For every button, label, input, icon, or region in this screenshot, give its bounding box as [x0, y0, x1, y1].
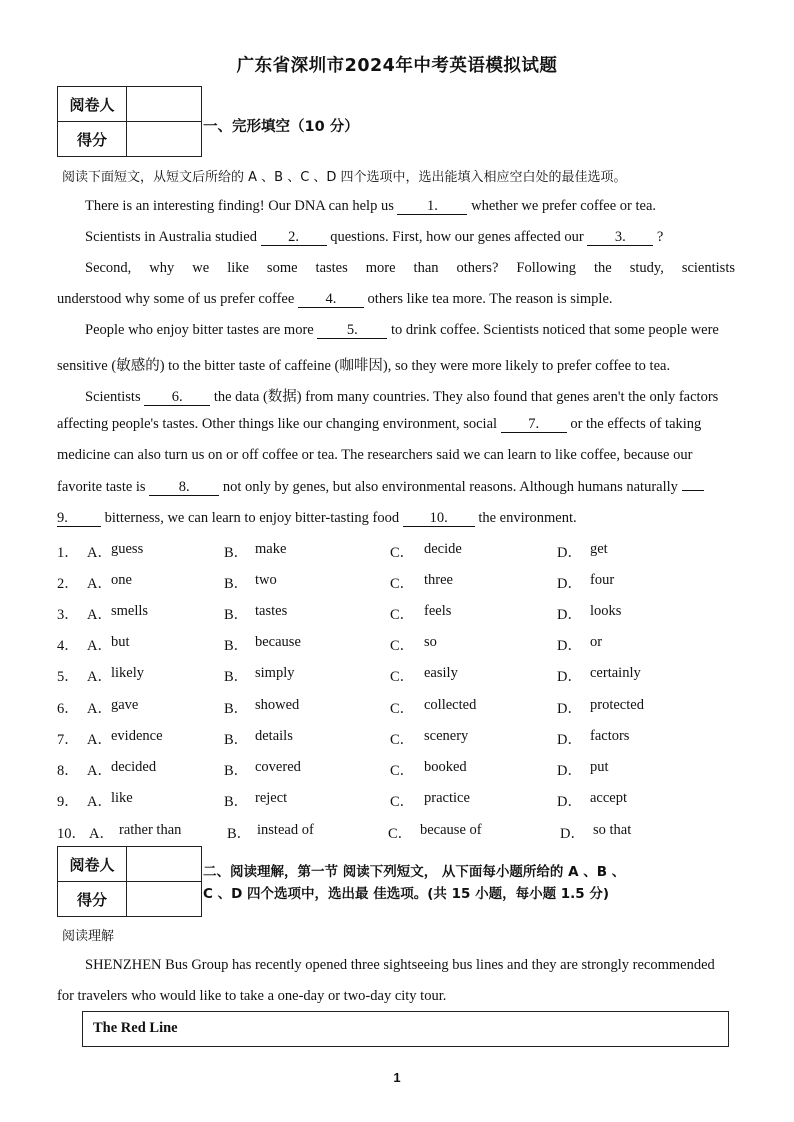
- option-b[interactable]: tastes: [255, 603, 288, 619]
- table-cell-red-line: The Red Line: [93, 1020, 178, 1036]
- option-d[interactable]: protected: [590, 697, 644, 713]
- reviewer-cell: [127, 87, 202, 122]
- passage-line: Scientists in Australia studied 2. questions. First, how our genes affected our 3. ?: [85, 229, 664, 245]
- option-letter-b: B．: [224, 732, 249, 748]
- option-letter-d: D．: [557, 732, 582, 748]
- passage-line: favorite taste is 8. not only by genes, but also environmental reasons. Although humans naturally: [57, 479, 735, 496]
- option-letter-b: B．: [227, 826, 252, 842]
- option-letter-d: D．: [557, 669, 582, 685]
- option-a[interactable]: decided: [111, 759, 157, 775]
- option-letter-a: A．: [89, 826, 114, 842]
- score-label: 得分: [58, 882, 127, 917]
- question-number: 10．: [57, 826, 86, 842]
- option-letter-c: C．: [390, 576, 415, 592]
- option-a[interactable]: guess: [111, 541, 144, 557]
- option-letter-b: B．: [224, 763, 249, 779]
- option-b[interactable]: simply: [255, 665, 295, 681]
- option-d[interactable]: put: [590, 759, 609, 775]
- option-b[interactable]: showed: [255, 697, 300, 713]
- page-title: 广东省深圳市2024年中考英语模拟试题: [236, 56, 558, 76]
- option-a[interactable]: like: [111, 790, 133, 806]
- question-number: 1．: [57, 545, 79, 561]
- option-letter-c: C．: [390, 763, 415, 779]
- option-b[interactable]: reject: [255, 790, 288, 806]
- option-a[interactable]: but: [111, 634, 130, 650]
- option-a[interactable]: rather than: [119, 822, 182, 838]
- option-letter-c: C．: [390, 669, 415, 685]
- question-number: 5．: [57, 669, 79, 685]
- option-c[interactable]: scenery: [424, 728, 469, 744]
- option-letter-a: A．: [87, 607, 112, 623]
- option-letter-d: D．: [557, 576, 582, 592]
- option-a[interactable]: evidence: [111, 728, 163, 744]
- blank-1[interactable]: 1.: [397, 199, 467, 215]
- score-box-section2: [57, 846, 202, 917]
- option-c[interactable]: because of: [420, 822, 482, 838]
- option-d[interactable]: get: [590, 541, 608, 557]
- question-number: 3．: [57, 607, 79, 623]
- option-letter-a: A．: [87, 576, 112, 592]
- reviewer-cell: [127, 847, 202, 882]
- option-b[interactable]: two: [255, 572, 277, 588]
- option-letter-d: D．: [557, 794, 582, 810]
- score-box-section1: [57, 86, 202, 157]
- option-letter-a: A．: [87, 732, 112, 748]
- option-a[interactable]: one: [111, 572, 132, 588]
- blank-10[interactable]: 10.: [403, 511, 475, 527]
- option-d[interactable]: certainly: [590, 665, 641, 681]
- option-letter-d: D．: [557, 763, 582, 779]
- option-letter-b: B．: [224, 794, 249, 810]
- option-row: [57, 541, 737, 561]
- option-d[interactable]: accept: [590, 790, 628, 806]
- option-letter-a: A．: [87, 763, 112, 779]
- blank-3[interactable]: 3.: [587, 230, 653, 246]
- score-label: 得分: [58, 122, 127, 157]
- option-b[interactable]: instead of: [257, 822, 314, 838]
- option-letter-c: C．: [390, 638, 415, 654]
- option-c[interactable]: booked: [424, 759, 467, 775]
- passage-line: Scientists 6. the data (数据) from many countries. They also found that genes aren't the only factors: [85, 389, 719, 405]
- option-letter-a: A．: [87, 669, 112, 685]
- reading-label: 阅读理解: [62, 929, 115, 944]
- reading-paragraph-line: for travelers who would like to take a one-day or two-day city tour.: [57, 988, 447, 1004]
- option-a[interactable]: smells: [111, 603, 149, 619]
- option-letter-a: A．: [87, 794, 112, 810]
- option-b[interactable]: because: [255, 634, 301, 650]
- option-b[interactable]: details: [255, 728, 293, 744]
- option-c[interactable]: three: [424, 572, 453, 588]
- option-letter-b: B．: [224, 638, 249, 654]
- passage-line: sensitive (敏感的) to the bitter taste of caffeine (咖啡因), so they were more likely to prefer coffee to tea.: [57, 358, 671, 374]
- option-row: [57, 697, 737, 717]
- option-letter-b: B．: [224, 545, 249, 561]
- passage-line: People who enjoy bitter tastes are more 5. to drink coffee. Scientists noticed that some people were: [85, 322, 719, 338]
- option-d[interactable]: or: [590, 634, 603, 650]
- option-d[interactable]: so that: [593, 822, 632, 838]
- option-row: [57, 603, 737, 623]
- section1-heading: 一、完形填空（10 分）: [203, 119, 359, 135]
- blank-2[interactable]: 2.: [261, 230, 327, 246]
- option-letter-b: B．: [224, 669, 249, 685]
- question-number: 6．: [57, 701, 79, 717]
- option-row: [57, 634, 737, 654]
- option-letter-c: C．: [390, 701, 415, 717]
- section2-heading-line1: 二、阅读理解，第一节 阅读下列短文， 从下面每小题所给的 A 、B 、: [203, 864, 626, 880]
- section1-instruction: 阅读下面短文，从短文后所给的 A 、B 、C 、D 四个选项中，选出能填入相应空白处的最佳选项。: [62, 170, 627, 185]
- question-number: 8．: [57, 763, 79, 779]
- option-letter-d: D．: [557, 607, 582, 623]
- option-row: [57, 665, 737, 685]
- question-number: 9．: [57, 794, 79, 810]
- blank-8[interactable]: 8.: [149, 480, 219, 496]
- option-letter-d: D．: [560, 826, 585, 842]
- option-c[interactable]: easily: [424, 665, 458, 681]
- option-row: [57, 728, 737, 748]
- option-c[interactable]: collected: [424, 697, 477, 713]
- option-d[interactable]: four: [590, 572, 615, 588]
- option-c[interactable]: practice: [424, 790, 470, 806]
- blank-7[interactable]: 7.: [501, 417, 567, 433]
- option-letter-b: B．: [224, 576, 249, 592]
- page-number: 1: [393, 1070, 401, 1085]
- option-a[interactable]: likely: [111, 665, 145, 681]
- option-letter-c: C．: [390, 732, 415, 748]
- option-letter-d: D．: [557, 701, 582, 717]
- option-letter-d: D．: [557, 545, 582, 561]
- reviewer-label: 阅卷人: [58, 87, 127, 122]
- passage-line: understood why some of us prefer coffee 4. others like tea more. The reason is simple.: [57, 291, 613, 307]
- option-a[interactable]: gave: [111, 697, 139, 713]
- reading-paragraph-line: SHENZHEN Bus Group has recently opened three sightseeing bus lines and they are strongly recommended: [85, 957, 715, 973]
- option-row: [57, 759, 737, 779]
- question-number: 4．: [57, 638, 79, 654]
- option-letter-a: A．: [87, 701, 112, 717]
- option-row: [57, 572, 737, 592]
- passage-line: medicine can also turn us on or off coffee or tea. The researchers said we can learn to like coffee, because our: [57, 447, 693, 463]
- option-letter-c: C．: [390, 545, 415, 561]
- blank-5[interactable]: 5.: [317, 323, 387, 339]
- option-letter-c: C．: [390, 794, 415, 810]
- question-number: 7．: [57, 732, 79, 748]
- option-d[interactable]: looks: [590, 603, 622, 619]
- bus-line-table: [82, 1011, 729, 1047]
- option-letter-c: C．: [388, 826, 413, 842]
- option-letter-b: B．: [224, 701, 249, 717]
- passage-line: 9. bitterness, we can learn to enjoy bitter-tasting food 10. the environment.: [57, 510, 577, 526]
- reviewer-label: 阅卷人: [58, 847, 127, 882]
- option-letter-b: B．: [224, 607, 249, 623]
- option-row: [57, 790, 737, 810]
- question-number: 2．: [57, 576, 79, 592]
- option-b[interactable]: covered: [255, 759, 301, 775]
- option-d[interactable]: factors: [590, 728, 630, 744]
- passage-line: There is an interesting finding! Our DNA can help us 1. whether we prefer coffee or tea.: [85, 198, 657, 214]
- option-letter-a: A．: [87, 545, 112, 561]
- blank-4[interactable]: 4.: [298, 292, 364, 308]
- passage-line: Second, why we like some tastes more than others? Following the study, scientists: [85, 260, 735, 276]
- option-letter-a: A．: [87, 638, 112, 654]
- passage-line: affecting people's tastes. Other things like our changing environment, social 7. or the effects of taking: [57, 416, 702, 432]
- blank-9[interactable]: 9.: [57, 511, 101, 527]
- option-letter-c: C．: [390, 607, 415, 623]
- option-c[interactable]: decide: [424, 541, 462, 557]
- score-cell: [127, 122, 202, 157]
- option-row: [57, 822, 737, 842]
- score-cell: [127, 882, 202, 917]
- option-c[interactable]: feels: [424, 603, 452, 619]
- option-letter-d: D．: [557, 638, 582, 654]
- option-b[interactable]: make: [255, 541, 287, 557]
- option-c[interactable]: so: [424, 634, 437, 650]
- section2-heading-line2: C 、D 四个选项中，选出最 佳选项。(共 15 小题，每小题 1.5 分): [203, 886, 610, 902]
- blank-6[interactable]: 6.: [144, 390, 210, 406]
